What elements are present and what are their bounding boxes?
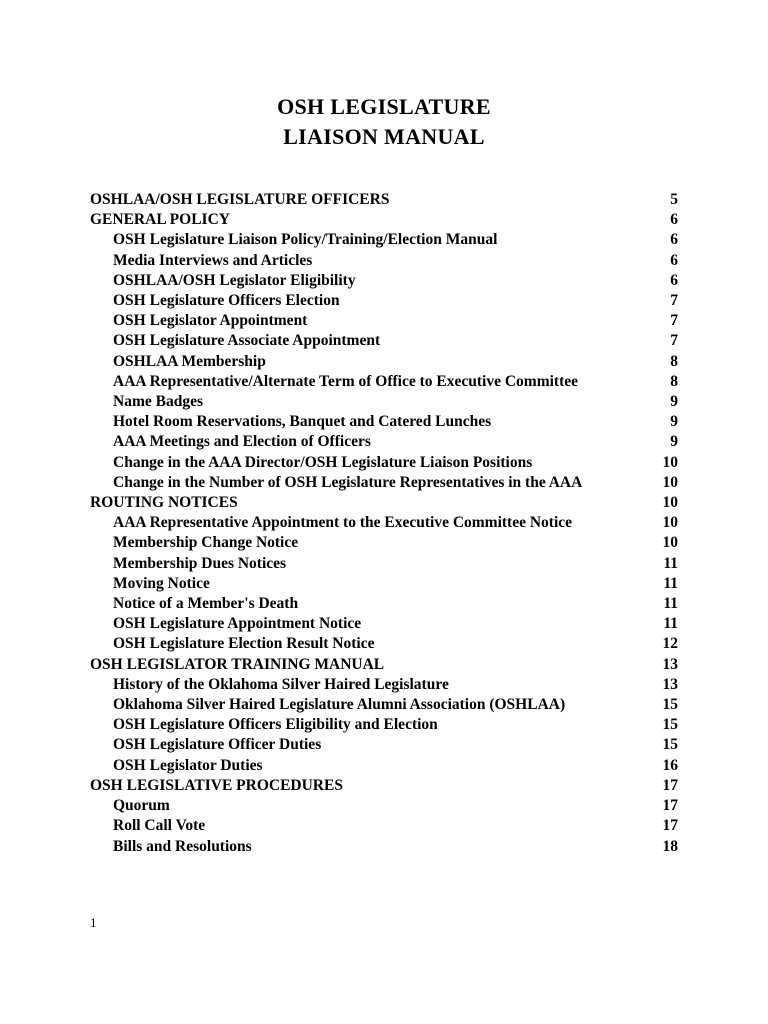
- document-title-line-2: LIAISON MANUAL: [283, 124, 485, 149]
- toc-section-row: [90, 493, 678, 513]
- toc-section-title: OSH LEGISLATOR TRAINING MANUAL: [90, 655, 385, 673]
- toc-entry-title: OSH Legislator Appointment: [113, 312, 308, 330]
- toc-entry-row: [90, 554, 678, 574]
- toc-entry-row: [90, 634, 678, 654]
- toc-page-number: 6: [670, 271, 678, 289]
- toc-section-title: GENERAL POLICY: [90, 211, 230, 229]
- toc-entry-title: AAA Meetings and Election of Officers: [113, 433, 371, 451]
- toc-entry-row: [90, 837, 678, 857]
- toc-section-row: [90, 655, 678, 675]
- toc-entry-title: OSH Legislature Election Result Notice: [113, 635, 375, 653]
- toc-page-number: 9: [670, 413, 678, 431]
- toc-page-number: 11: [663, 574, 678, 592]
- toc-page-number: 6: [670, 251, 678, 269]
- toc-page-number: 11: [663, 554, 678, 572]
- toc-entry-title: Membership Change Notice: [113, 534, 299, 552]
- toc-page-number: 8: [670, 372, 678, 390]
- toc-page-number: 9: [670, 393, 678, 411]
- toc-page-number: 18: [662, 837, 678, 855]
- toc-entry-row: [90, 311, 678, 331]
- toc-entry-row: [90, 614, 678, 634]
- toc-entry-row: [90, 816, 678, 836]
- toc-entry-title: Moving Notice: [113, 574, 210, 592]
- toc-entry-row: [90, 695, 678, 715]
- toc-entry-row: [90, 574, 678, 594]
- toc-page-number: 17: [662, 797, 678, 815]
- toc-entry-row: [90, 473, 678, 493]
- toc-entry-row: [90, 533, 678, 553]
- toc-page-number: 12: [662, 635, 678, 653]
- toc-entry-title: Change in the Number of OSH Legislature Representatives in the AAA: [113, 473, 583, 491]
- toc-page-number: 10: [662, 534, 678, 552]
- toc-section-title: OSH LEGISLATIVE PROCEDURES: [90, 776, 343, 794]
- toc-entry-title: OSH Legislature Officer Duties: [113, 736, 322, 754]
- toc-page-number: 13: [662, 675, 678, 693]
- toc-page-number: 17: [662, 817, 678, 835]
- document-title-line-1: OSH LEGISLATURE: [277, 94, 491, 119]
- toc-entry-title: OSH Legislature Appointment Notice: [113, 615, 362, 633]
- toc-entry-row: [90, 372, 678, 392]
- toc-page-number: 7: [670, 312, 678, 330]
- toc-page-number: 15: [662, 696, 678, 714]
- toc-entry-row: [90, 251, 678, 271]
- toc-entry-row: [90, 796, 678, 816]
- toc-entry-title: Change in the AAA Director/OSH Legislature Liaison Positions: [113, 453, 533, 471]
- table-of-contents: [90, 190, 678, 857]
- toc-entry-title: OSHLAA/OSH Legislator Eligibility: [113, 271, 356, 289]
- toc-page-number: 15: [662, 716, 678, 734]
- toc-entry-title: Notice of a Member's Death: [113, 595, 299, 613]
- toc-entry-title: AAA Representative Appointment to the Executive Committee Notice: [113, 514, 573, 532]
- toc-page-number: 5: [670, 191, 678, 208]
- toc-entry-row: [90, 756, 678, 776]
- toc-entry-row: [90, 432, 678, 452]
- toc-entry-title: AAA Representative/Alternate Term of Office to Executive Committee: [113, 372, 578, 390]
- toc-entry-row: [90, 352, 678, 372]
- toc-page-number: 16: [662, 756, 678, 774]
- toc-page-number: 6: [670, 231, 678, 249]
- toc-page-number: 9: [670, 433, 678, 451]
- toc-section-row: [90, 776, 678, 796]
- toc-entry-row: [90, 715, 678, 735]
- toc-entry-title: Media Interviews and Articles: [113, 251, 313, 269]
- toc-entry-title: Hotel Room Reservations, Banquet and Catered Lunches: [113, 413, 492, 431]
- toc-entry-row: [90, 331, 678, 351]
- toc-page-number: 7: [670, 292, 678, 310]
- toc-entry-title: OSH Legislature Liaison Policy/Training/Election Manual: [113, 231, 498, 249]
- toc-section-row: [90, 190, 678, 210]
- toc-entry-row: [90, 291, 678, 311]
- toc-page-number: 15: [662, 736, 678, 754]
- toc-entry-row: [90, 735, 678, 755]
- toc-entry-row: [90, 392, 678, 412]
- toc-page-number: 11: [663, 615, 678, 633]
- toc-page-number: 8: [670, 352, 678, 370]
- toc-entry-row: [90, 594, 678, 614]
- toc-page-number: 10: [662, 494, 678, 512]
- toc-page-number: 10: [662, 453, 678, 471]
- toc-entry-row: [90, 271, 678, 291]
- toc-entry-title: Roll Call Vote: [113, 817, 206, 835]
- toc-page-number: 11: [663, 595, 678, 613]
- toc-entry-title: OSH Legislator Duties: [113, 756, 263, 774]
- toc-page-number: 13: [662, 655, 678, 673]
- toc-page-number: 17: [662, 776, 678, 794]
- toc-page-number: 10: [662, 473, 678, 491]
- toc-section-title: OSHLAA/OSH LEGISLATURE OFFICERS: [90, 191, 390, 208]
- toc-entry-row: [90, 675, 678, 695]
- toc-entry-title: Oklahoma Silver Haired Legislature Alumni Association (OSHLAA): [113, 696, 566, 714]
- toc-entry-row: [90, 230, 678, 250]
- toc-entry-row: [90, 412, 678, 432]
- toc-entry-title: Bills and Resolutions: [113, 837, 252, 855]
- toc-entry-row: [90, 513, 678, 533]
- toc-page-number: 7: [670, 332, 678, 350]
- toc-page-number: 6: [670, 211, 678, 229]
- toc-page-number: 10: [662, 514, 678, 532]
- toc-entry-title: OSH Legislature Associate Appointment: [113, 332, 381, 350]
- toc-entry-title: OSH Legislature Officers Eligibility and Election: [113, 716, 438, 734]
- toc-entry-title: Quorum: [113, 797, 170, 815]
- toc-section-row: [90, 210, 678, 230]
- toc-section-title: ROUTING NOTICES: [90, 494, 238, 512]
- toc-entry-title: Name Badges: [113, 393, 203, 411]
- toc-entry-title: OSH Legislature Officers Election: [113, 292, 340, 310]
- toc-entry-row: [90, 453, 678, 473]
- toc-entry-title: OSHLAA Membership: [113, 352, 266, 370]
- toc-entry-title: Membership Dues Notices: [113, 554, 287, 572]
- toc-entry-title: History of the Oklahoma Silver Haired Legislature: [113, 675, 449, 693]
- page-number: 1: [90, 915, 97, 930]
